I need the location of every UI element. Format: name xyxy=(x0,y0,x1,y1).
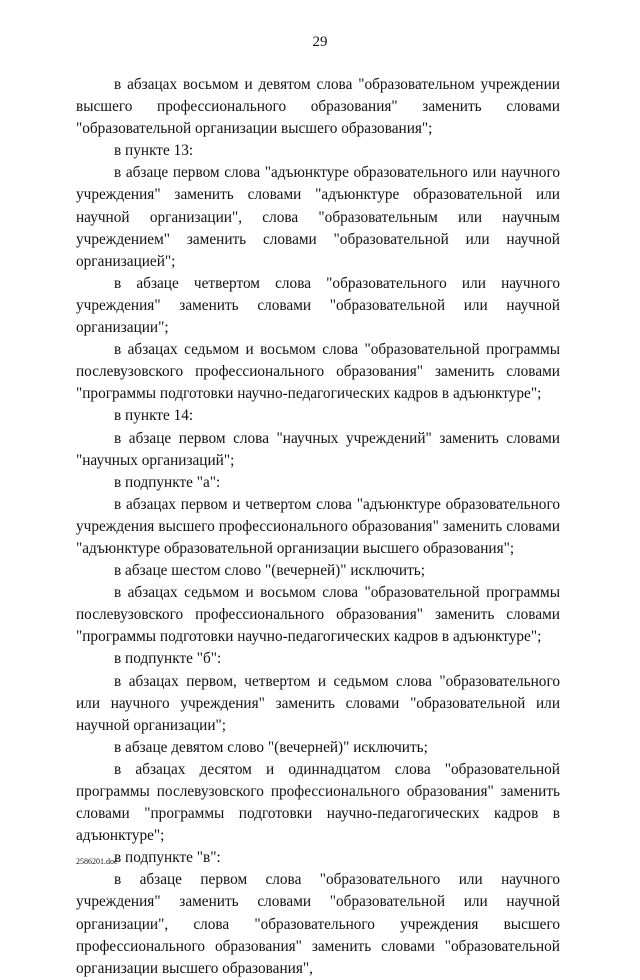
paragraph: в абзаце первом слова "адъюнктуре образовательного или научного учреждения" заменить словами "адъюнктуре образовательной или научной организации", слова "образовательным или научным учреждением" заменить словами "образовательной или научной организацией"; xyxy=(76,164,560,270)
paragraph: в подпункте "б": xyxy=(114,650,222,668)
paragraph: в абзацах седьмом и восьмом слова "образовательной программы послевузовского профессионального образования" заменить словами "программы подготовки научно-педагогических кадров в адъюнктуре"; xyxy=(76,584,560,646)
paragraph: в абзацах седьмом и восьмом слова "образовательной программы послевузовского профессионального образования" заменить словами "программы подготовки научно-педагогических кадров в адъюнктуре"; xyxy=(76,341,560,403)
paragraph: в абзаце четвертом слова "образовательного или научного учреждения" заменить словами "образовательной или научной организации"; xyxy=(76,274,560,337)
paragraph: в абзаце шестом слово "(вечерней)" исключить; xyxy=(114,562,426,580)
paragraph: в пункте 13: xyxy=(114,142,194,160)
paragraph: в пункте 14: xyxy=(114,407,194,425)
page-number: 29 xyxy=(312,34,328,50)
paragraph: в абзаце первом слова "научных учреждений" заменить словами "научных организаций"; xyxy=(76,429,560,469)
document-body xyxy=(76,74,560,980)
paragraph: в абзацах первом, четвертом и седьмом слова "образовательного или научного учреждения" заменить словами "образовательной или научной организации"; xyxy=(76,672,560,734)
paragraph: в подпункте "в": xyxy=(114,849,221,867)
document-file-code: 2586201.doc xyxy=(76,857,118,866)
paragraph: в абзацах восьмом и девятом слова "образовательном учреждении высшего профессионального образования" заменить словами "образовательной организации высшего образования"; xyxy=(76,76,560,138)
paragraph: в абзаце первом слова "образовательного или научного учреждения" заменить словами "образовательной или научной организации", слова "образовательного учреждения высшего профессионального образования" заменить словами "образовательной организации высшего образования", xyxy=(76,871,560,977)
paragraph: в абзацах десятом и одиннадцатом слова "образовательной программы послевузовского профессионального образования" заменить словами "программы подготовки научно-педагогических кадров в адъюнктуре"; xyxy=(76,760,560,845)
paragraph: в абзаце девятом слово "(вечерней)" исключить; xyxy=(114,738,428,756)
paragraph: в подпункте "а": xyxy=(114,473,221,491)
paragraph: в абзацах первом и четвертом слова "адъюнктуре образовательного учреждения высшего профессионального образования" заменить словами "адъюнктуре образовательной организации высшего образования"; xyxy=(76,495,560,557)
